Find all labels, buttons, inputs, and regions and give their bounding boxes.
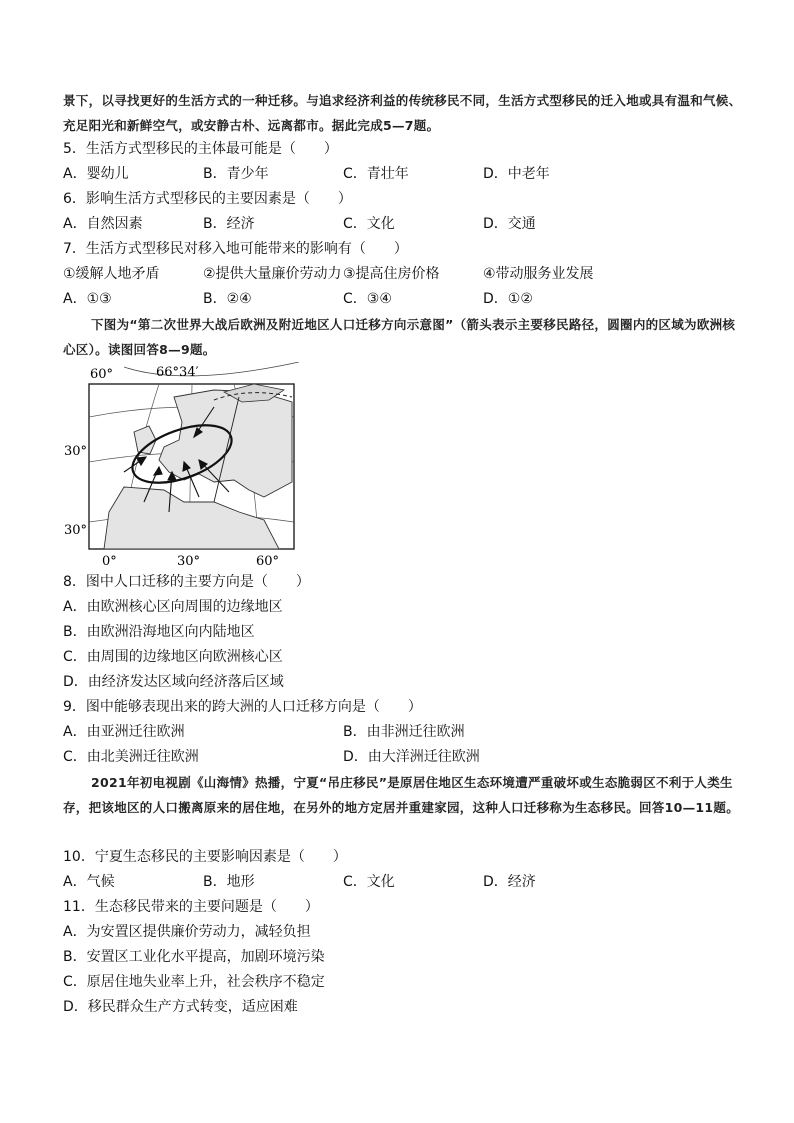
question-5-stem: 5．生活方式型移民的主体最可能是（ ）	[63, 141, 338, 157]
q8-option-a[interactable]: A．由欧洲核心区向周围的边缘地区	[63, 599, 283, 615]
label-lat-60: 60°	[90, 367, 114, 382]
map-passage: 下图为“第二次世界大战后欧洲及附近地区人口迁移方向示意图”（箭头表示主要移民路径，圆圈内的区域为欧洲核心区）。读图回答8—9题。	[63, 317, 736, 357]
q11-option-a[interactable]: A．为安置区提供廉价劳动力，减轻负担	[63, 924, 311, 940]
q5-option-c[interactable]: C．青壮年	[343, 166, 409, 182]
q7-option-b[interactable]: B．②④	[203, 291, 252, 307]
q7-statement-4: ④带动服务业发展	[483, 266, 594, 282]
q11-option-c[interactable]: C．原居住地失业率上升，社会秩序不稳定	[63, 974, 325, 990]
q9-option-a[interactable]: A．由亚洲迁往欧洲	[63, 724, 185, 740]
q11-option-b[interactable]: B．安置区工业化水平提高，加剧环境污染	[63, 949, 325, 965]
intro-passage: 景下，以寻找更好的生活方式的一种迁移。与追求经济利益的传统移民不同，生活方式型移民的迁入地或具有温和气候、充足阳光和新鲜空气，或安静古朴、远离都市。据此完成5—7题。	[63, 93, 742, 133]
q9-option-b[interactable]: B．由非洲迁往欧洲	[343, 724, 465, 740]
q11-option-d[interactable]: D．移民群众生产方式转变，适应困难	[63, 999, 298, 1015]
q7-statement-2: ②提供大量廉价劳动力	[203, 266, 342, 282]
question-6-stem: 6．影响生活方式型移民的主要因素是（ ）	[63, 191, 352, 207]
q8-option-d[interactable]: D．由经济发达区域向经济落后区域	[63, 674, 284, 690]
eco-migration-passage: 2021年初电视剧《山海情》热播，宁夏“吊庄移民”是原居住地区生态环境遭严重破坏或生态脆弱区不利于人类生存，把该地区的人口搬离原来的居住地，在另外的地方定居并重建家园，这种人口迁移称为生态移民。回答10—11题。	[63, 775, 739, 815]
q9-option-c[interactable]: C．由北美洲迁往欧洲	[63, 749, 199, 765]
q6-option-a[interactable]: A．自然因素	[63, 216, 143, 232]
label-lon-60: 60°	[256, 554, 280, 569]
q9-option-d[interactable]: D．由大洋洲迁往欧洲	[343, 749, 480, 765]
label-lon-30: 30°	[177, 554, 201, 569]
q7-option-d[interactable]: D．①②	[483, 291, 533, 307]
arctic-circle-line	[124, 362, 299, 376]
q10-option-a[interactable]: A．气候	[63, 874, 115, 890]
question-7-stem: 7．生活方式型移民对移入地可能带来的影响有（ ）	[63, 241, 408, 257]
q5-option-a[interactable]: A．婴幼儿	[63, 166, 129, 182]
q5-option-d[interactable]: D．中老年	[483, 166, 550, 182]
question-11-stem: 11．生态移民带来的主要问题是（ ）	[63, 899, 319, 915]
q10-option-c[interactable]: C．文化	[343, 874, 395, 890]
q5-option-b[interactable]: B．青少年	[203, 166, 269, 182]
q7-statement-1: ①缓解人地矛盾	[63, 266, 160, 282]
label-lon-0: 0°	[102, 554, 117, 569]
q10-option-b[interactable]: B．地形	[203, 874, 255, 890]
q7-option-a[interactable]: A．①③	[63, 291, 112, 307]
q10-option-d[interactable]: D．经济	[483, 874, 536, 890]
q6-option-d[interactable]: D．交通	[483, 216, 536, 232]
q6-option-b[interactable]: B．经济	[203, 216, 255, 232]
label-lat-30: 30°	[64, 523, 88, 538]
q8-option-c[interactable]: C．由周围的边缘地区向欧洲核心区	[63, 649, 283, 665]
q6-option-c[interactable]: C．文化	[343, 216, 395, 232]
q7-option-c[interactable]: C．③④	[343, 291, 392, 307]
question-8-stem: 8．图中人口迁移的主要方向是（ ）	[63, 574, 310, 590]
q7-statement-3: ③提高住房价格	[343, 266, 440, 282]
europe-migration-map	[64, 362, 299, 572]
label-lat-30n: 30°	[64, 444, 88, 459]
question-10-stem: 10．宁夏生态移民的主要影响因素是（ ）	[63, 849, 347, 865]
label-arctic-circle: 66°34′	[156, 365, 199, 380]
question-9-stem: 9．图中能够表现出来的跨大洲的人口迁移方向是（ ）	[63, 699, 422, 715]
q8-option-b[interactable]: B．由欧洲沿海地区向内陆地区	[63, 624, 255, 640]
